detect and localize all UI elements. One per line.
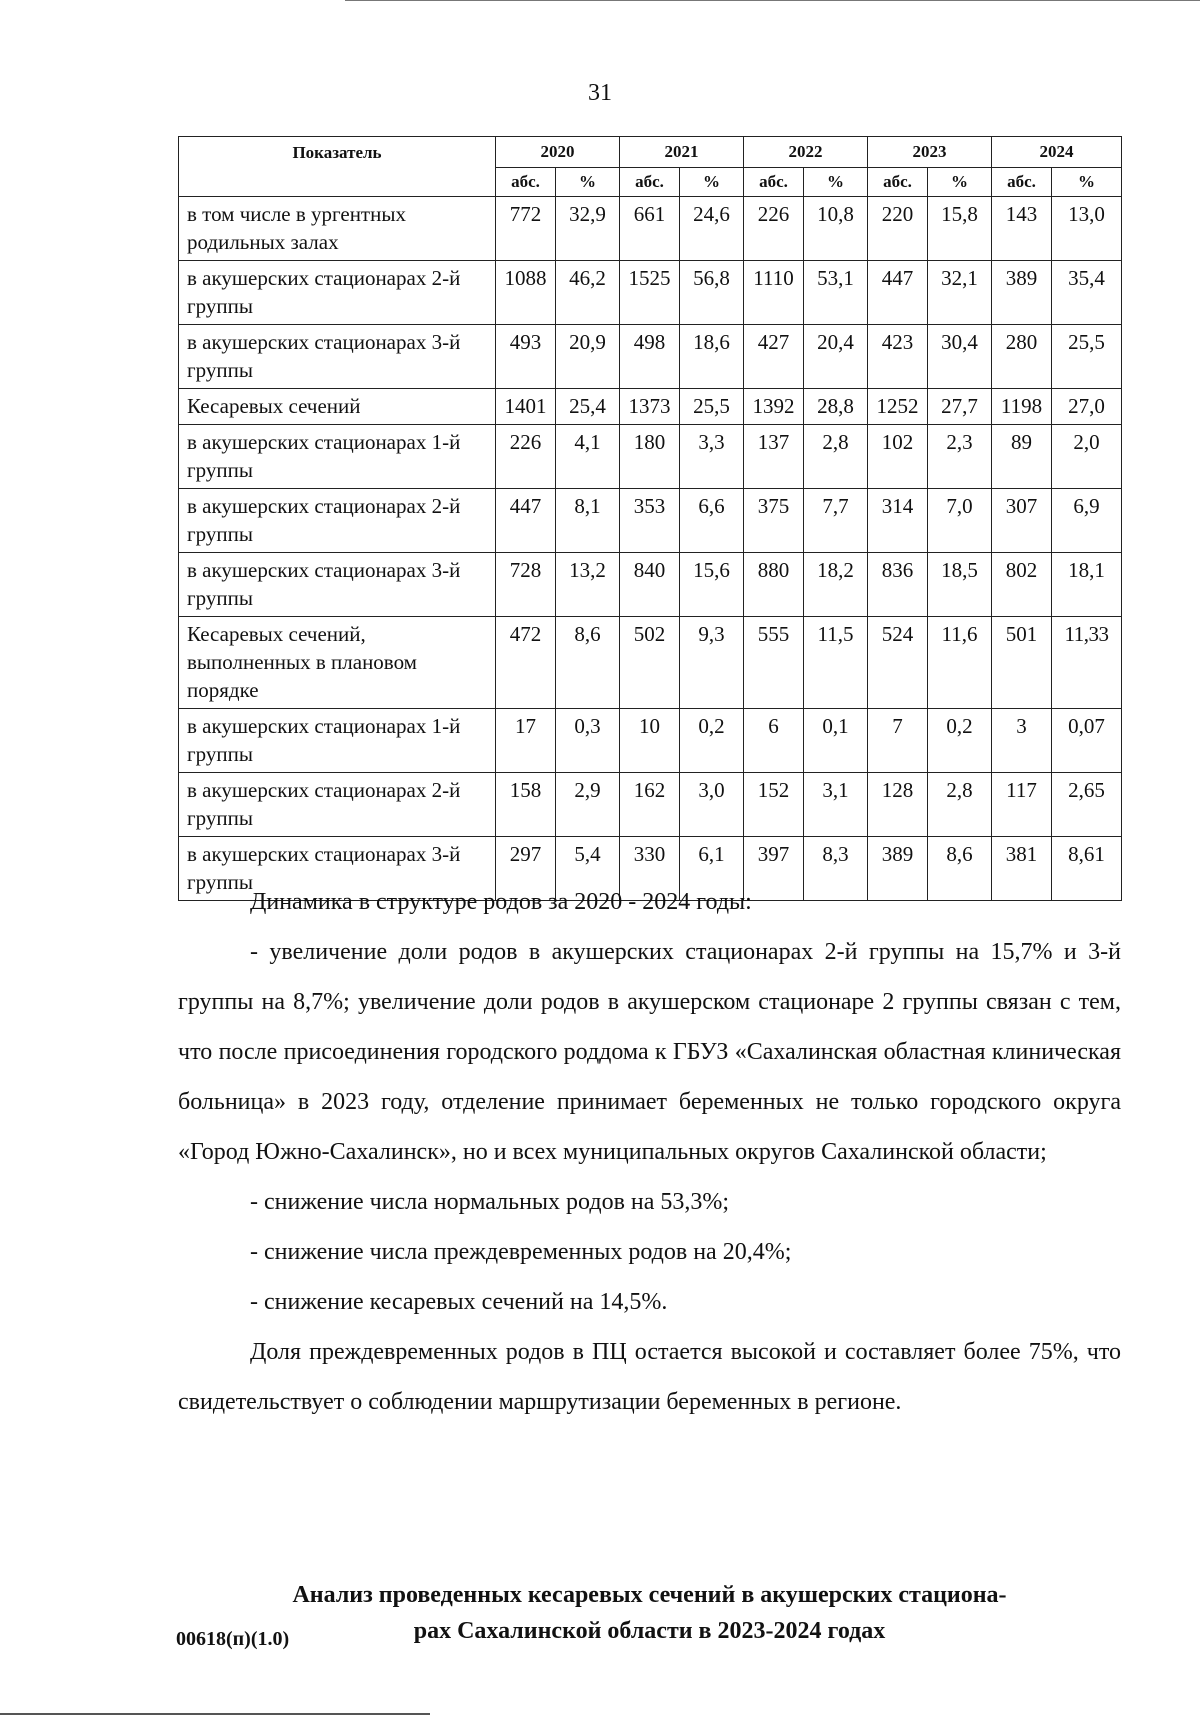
cell-pct: 6,6 [680, 489, 744, 553]
header-year: 2024 [992, 137, 1122, 168]
header-year: 2022 [744, 137, 868, 168]
cell-abs: 1525 [620, 261, 680, 325]
cell-abs: 297 [496, 837, 556, 901]
cell-pct: 27,0 [1052, 389, 1122, 425]
cell-abs: 389 [868, 837, 928, 901]
row-label: в акушерских стационарах 3-й группы [179, 837, 496, 901]
cell-abs: 447 [868, 261, 928, 325]
cell-abs: 728 [496, 553, 556, 617]
header-year: 2021 [620, 137, 744, 168]
cell-abs: 1392 [744, 389, 804, 425]
row-label: в акушерских стационарах 2-й группы [179, 489, 496, 553]
header-abs: абс. [744, 168, 804, 197]
cell-pct: 0,2 [680, 709, 744, 773]
cell-abs: 772 [496, 197, 556, 261]
cell-abs: 158 [496, 773, 556, 837]
cell-pct: 13,0 [1052, 197, 1122, 261]
cell-pct: 3,0 [680, 773, 744, 837]
row-label: в акушерских стационарах 1-й группы [179, 425, 496, 489]
table-body [179, 197, 1122, 901]
cell-pct: 28,8 [804, 389, 868, 425]
cell-abs: 555 [744, 617, 804, 709]
statistics-table [178, 136, 1122, 901]
table-row [179, 325, 1122, 389]
cell-abs: 152 [744, 773, 804, 837]
table-row [179, 389, 1122, 425]
cell-abs: 1252 [868, 389, 928, 425]
row-label: в акушерских стационарах 2-й группы [179, 773, 496, 837]
paragraph-item-2: - снижение числа нормальных родов на 53,3%; [250, 1189, 730, 1215]
cell-abs: 6 [744, 709, 804, 773]
cell-abs: 7 [868, 709, 928, 773]
cell-pct: 2,8 [804, 425, 868, 489]
cell-abs: 423 [868, 325, 928, 389]
table-row [179, 197, 1122, 261]
table-row [179, 709, 1122, 773]
cell-abs: 3 [992, 709, 1052, 773]
cell-abs: 375 [744, 489, 804, 553]
cell-pct: 4,1 [556, 425, 620, 489]
cell-abs: 128 [868, 773, 928, 837]
cell-pct: 6,1 [680, 837, 744, 901]
cell-pct: 30,4 [928, 325, 992, 389]
cell-pct: 6,9 [1052, 489, 1122, 553]
header-indicator: Показатель [179, 137, 496, 197]
header-year: 2020 [496, 137, 620, 168]
table-row [179, 425, 1122, 489]
cell-pct: 25,4 [556, 389, 620, 425]
cell-pct: 2,65 [1052, 773, 1122, 837]
cell-abs: 280 [992, 325, 1052, 389]
cell-pct: 0,1 [804, 709, 868, 773]
cell-pct: 3,1 [804, 773, 868, 837]
cell-abs: 501 [992, 617, 1052, 709]
header-pct: % [680, 168, 744, 197]
cell-abs: 472 [496, 617, 556, 709]
cell-abs: 180 [620, 425, 680, 489]
cell-pct: 0,07 [1052, 709, 1122, 773]
cell-abs: 102 [868, 425, 928, 489]
row-label: в том числе в ургентных родильных залах [179, 197, 496, 261]
header-abs: абс. [868, 168, 928, 197]
cell-abs: 389 [992, 261, 1052, 325]
paragraph-item-4: - снижение кесаревых сечений на 14,5%. [250, 1289, 668, 1315]
scan-edge-bottom [0, 1713, 430, 1715]
cell-pct: 18,5 [928, 553, 992, 617]
cell-abs: 307 [992, 489, 1052, 553]
paragraph-item-1: - увеличение доли родов в акушерских стационарах 2-й группы на 15,7% и 3-й группы на 8,7%; увеличение доли родов в акушерском стационаре 2 группы связан с тем, что после присоединения городского роддома к ГБУЗ «Сахалинская областная клиническая больница» в 2023 году, отделение принимает беременных не только городского округа «Город Южно-Сахалинск», но и всех муниципальных округов Сахалинской области; [178, 939, 1121, 1165]
cell-pct: 18,2 [804, 553, 868, 617]
cell-pct: 7,0 [928, 489, 992, 553]
cell-abs: 226 [744, 197, 804, 261]
cell-abs: 1110 [744, 261, 804, 325]
cell-pct: 20,4 [804, 325, 868, 389]
scan-edge-top [345, 0, 1200, 1]
cell-pct: 11,5 [804, 617, 868, 709]
cell-pct: 13,2 [556, 553, 620, 617]
cell-abs: 1088 [496, 261, 556, 325]
cell-abs: 502 [620, 617, 680, 709]
cell-pct: 11,33 [1052, 617, 1122, 709]
paragraph-intro: Динамика в структуре родов за 2020 - 2024 годы: [250, 889, 752, 915]
cell-pct: 15,8 [928, 197, 992, 261]
cell-abs: 661 [620, 197, 680, 261]
header-pct: % [1052, 168, 1122, 197]
cell-abs: 836 [868, 553, 928, 617]
table-row [179, 617, 1122, 709]
cell-abs: 162 [620, 773, 680, 837]
cell-abs: 314 [868, 489, 928, 553]
cell-abs: 10 [620, 709, 680, 773]
header-abs: абс. [992, 168, 1052, 197]
table-row [179, 773, 1122, 837]
cell-pct: 2,3 [928, 425, 992, 489]
cell-pct: 9,3 [680, 617, 744, 709]
header-abs: абс. [620, 168, 680, 197]
cell-abs: 840 [620, 553, 680, 617]
row-label: в акушерских стационарах 3-й группы [179, 553, 496, 617]
cell-abs: 381 [992, 837, 1052, 901]
cell-abs: 397 [744, 837, 804, 901]
cell-abs: 17 [496, 709, 556, 773]
cell-abs: 226 [496, 425, 556, 489]
cell-pct: 8,3 [804, 837, 868, 901]
cell-pct: 24,6 [680, 197, 744, 261]
cell-pct: 27,7 [928, 389, 992, 425]
cell-abs: 802 [992, 553, 1052, 617]
cell-pct: 8,1 [556, 489, 620, 553]
cell-pct: 15,6 [680, 553, 744, 617]
paragraph-conclusion: Доля преждевременных родов в ПЦ остается высокой и составляет более 75%, что свидетельствует о соблюдении маршрутизации беременных в регионе. [178, 1339, 1121, 1415]
page-number: 31 [588, 80, 612, 106]
cell-abs: 1401 [496, 389, 556, 425]
table-header-years [179, 137, 1122, 168]
cell-pct: 20,9 [556, 325, 620, 389]
cell-pct: 8,61 [1052, 837, 1122, 901]
body-text [178, 877, 1121, 1427]
row-label: в акушерских стационарах 2-й группы [179, 261, 496, 325]
cell-pct: 0,2 [928, 709, 992, 773]
header-abs: абс. [496, 168, 556, 197]
cell-pct: 2,0 [1052, 425, 1122, 489]
cell-abs: 880 [744, 553, 804, 617]
cell-abs: 427 [744, 325, 804, 389]
cell-abs: 353 [620, 489, 680, 553]
row-label: Кесаревых сечений [179, 389, 496, 425]
header-pct: % [928, 168, 992, 197]
cell-pct: 25,5 [680, 389, 744, 425]
paragraph-item-3: - снижение числа преждевременных родов на 20,4%; [250, 1239, 792, 1265]
cell-pct: 2,8 [928, 773, 992, 837]
header-year: 2023 [868, 137, 992, 168]
table-row [179, 553, 1122, 617]
cell-pct: 8,6 [556, 617, 620, 709]
cell-pct: 53,1 [804, 261, 868, 325]
cell-abs: 220 [868, 197, 928, 261]
cell-pct: 5,4 [556, 837, 620, 901]
cell-pct: 46,2 [556, 261, 620, 325]
cell-pct: 35,4 [1052, 261, 1122, 325]
cell-pct: 25,5 [1052, 325, 1122, 389]
cell-abs: 137 [744, 425, 804, 489]
cell-abs: 493 [496, 325, 556, 389]
cell-pct: 11,6 [928, 617, 992, 709]
header-pct: % [804, 168, 868, 197]
cell-pct: 56,8 [680, 261, 744, 325]
cell-abs: 117 [992, 773, 1052, 837]
cell-pct: 18,1 [1052, 553, 1122, 617]
section-heading-line-1: Анализ проведенных кесаревых сечений в акушерских стациона- [292, 1582, 1007, 1608]
cell-abs: 524 [868, 617, 928, 709]
cell-abs: 1373 [620, 389, 680, 425]
cell-pct: 32,1 [928, 261, 992, 325]
table-row [179, 489, 1122, 553]
cell-pct: 3,3 [680, 425, 744, 489]
section-heading-line-2: рах Сахалинской области в 2023-2024 годах [413, 1618, 886, 1644]
cell-pct: 2,9 [556, 773, 620, 837]
cell-pct: 7,7 [804, 489, 868, 553]
cell-pct: 32,9 [556, 197, 620, 261]
cell-abs: 89 [992, 425, 1052, 489]
cell-abs: 330 [620, 837, 680, 901]
row-label: в акушерских стационарах 3-й группы [179, 325, 496, 389]
cell-pct: 0,3 [556, 709, 620, 773]
cell-pct: 18,6 [680, 325, 744, 389]
table-row [179, 261, 1122, 325]
header-pct: % [556, 168, 620, 197]
cell-abs: 447 [496, 489, 556, 553]
cell-abs: 1198 [992, 389, 1052, 425]
cell-abs: 498 [620, 325, 680, 389]
cell-abs: 143 [992, 197, 1052, 261]
document-code: 00618(п)(1.0) [176, 1628, 290, 1650]
section-heading [178, 1577, 1121, 1649]
cell-pct: 8,6 [928, 837, 992, 901]
cell-pct: 10,8 [804, 197, 868, 261]
row-label: в акушерских стационарах 1-й группы [179, 709, 496, 773]
row-label: Кесаревых сечений, выполненных в плановом порядке [179, 617, 496, 709]
